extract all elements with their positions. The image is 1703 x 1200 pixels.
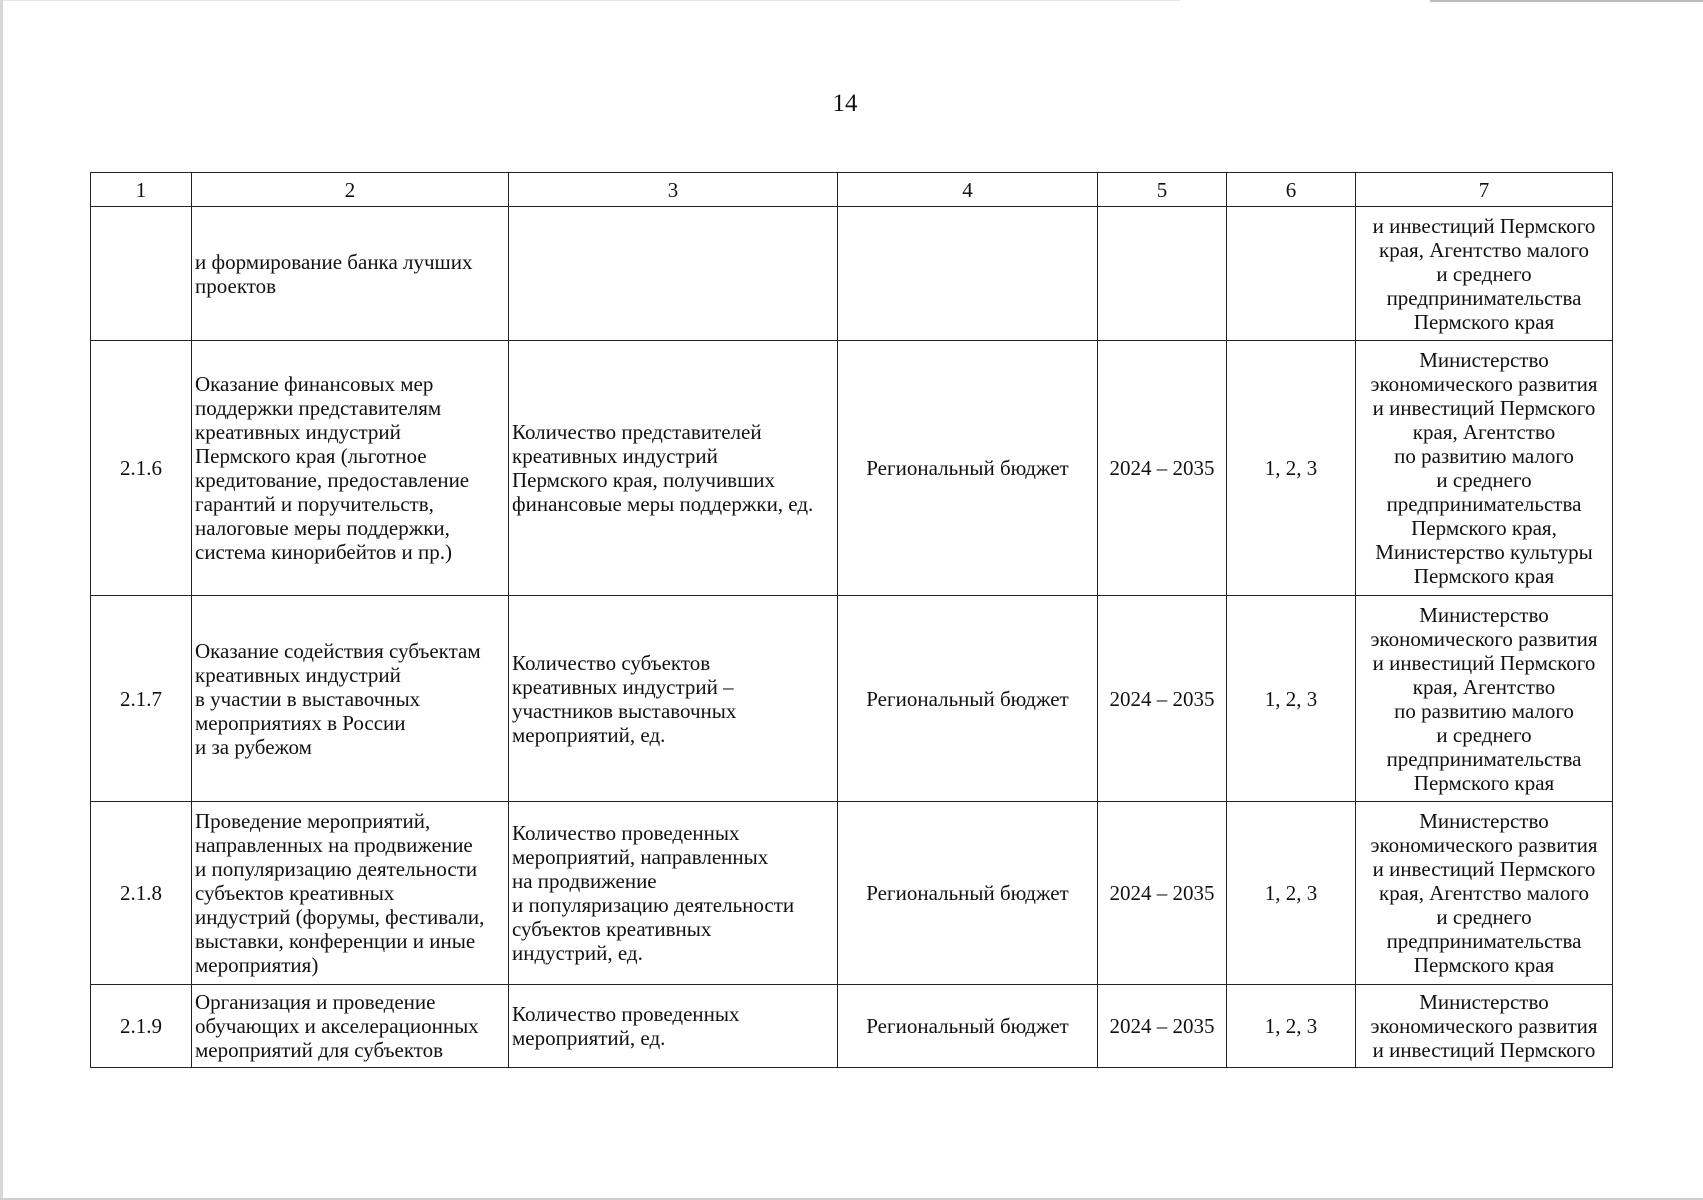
indicator-cell: Количество проведенных мероприятий, направленных на продвижение и популяризацию деятельности субъектов креативных индустрий, ед. [509,802,838,985]
table-row [91,985,1613,1068]
column-header: 7 [1356,173,1613,207]
row-number: 2.1.7 [91,596,192,802]
tasks-cell: 1, 2, 3 [1227,341,1356,596]
period-cell: 2024 – 2035 [1098,802,1227,985]
funding-source-cell: Региональный бюджет [838,802,1098,985]
column-header: 6 [1227,173,1356,207]
responsible-cell: Министерство экономического развития и инвестиций Пермского края, Агентство по развитию малого и среднего предпринимательства Пермского края [1356,596,1613,802]
responsible-cell: Министерство экономического развития и инвестиций Пермского края, Агентство малого и среднего предпринимательства Пермского края [1356,802,1613,985]
funding-source-cell [838,207,1098,341]
column-header: 2 [192,173,509,207]
row-number: 2.1.9 [91,985,192,1068]
row-number: 2.1.8 [91,802,192,985]
responsible-cell: Министерство экономического развития и инвестиций Пермского [1356,985,1613,1068]
column-header: 1 [91,173,192,207]
funding-source-cell: Региональный бюджет [838,985,1098,1068]
table-row [91,596,1613,802]
measure-cell: Оказание содействия субъектам креативных индустрий в участии в выставочных мероприятиях в России и за рубежом [192,596,509,802]
period-cell: 2024 – 2035 [1098,341,1227,596]
table-row [91,802,1613,985]
column-header: 3 [509,173,838,207]
funding-source-cell: Региональный бюджет [838,596,1098,802]
table-row [91,207,1613,341]
responsible-cell: и инвестиций Пермского края, Агентство малого и среднего предпринимательства Пермского края [1356,207,1613,341]
scan-edge-top-right [1430,0,1703,2]
indicator-cell: Количество субъектов креативных индустрий – участников выставочных мероприятий, ед. [509,596,838,802]
tasks-cell: 1, 2, 3 [1227,802,1356,985]
tasks-cell [1227,207,1356,341]
table-row [91,341,1613,596]
indicator-cell: Количество представителей креативных индустрий Пермского края, получивших финансовые меры поддержки, ед. [509,341,838,596]
tasks-cell: 1, 2, 3 [1227,985,1356,1068]
scan-edge-left [0,0,3,1200]
measure-cell: Проведение мероприятий, направленных на продвижение и популяризацию деятельности субъектов креативных индустрий (форумы, фестивали, выставки, конференции и иные мероприятия) [192,802,509,985]
measure-cell: и формирование банка лучших проектов [192,207,509,341]
measures-table [90,172,1613,1068]
indicator-cell: Количество проведенных мероприятий, ед. [509,985,838,1068]
column-header: 4 [838,173,1098,207]
table-header-row [91,173,1613,207]
measure-cell: Организация и проведение обучающих и акселерационных мероприятий для субъектов [192,985,509,1068]
column-header: 5 [1098,173,1227,207]
scan-edge-top-left [0,0,1180,1]
row-number [91,207,192,341]
tasks-cell: 1, 2, 3 [1227,596,1356,802]
period-cell [1098,207,1227,341]
period-cell: 2024 – 2035 [1098,985,1227,1068]
indicator-cell [509,207,838,341]
page-number: 14 [832,90,858,117]
measure-cell: Оказание финансовых мер поддержки представителям креативных индустрий Пермского края (льготное кредитование, предоставление гарантий и поручительств, налоговые меры поддержки, система кинорибейтов и пр.) [192,341,509,596]
responsible-cell: Министерство экономического развития и инвестиций Пермского края, Агентство по развитию малого и среднего предпринимательства Пермского края, Министерство культуры Пермского края [1356,341,1613,596]
row-number: 2.1.6 [91,341,192,596]
funding-source-cell: Региональный бюджет [838,341,1098,596]
period-cell: 2024 – 2035 [1098,596,1227,802]
